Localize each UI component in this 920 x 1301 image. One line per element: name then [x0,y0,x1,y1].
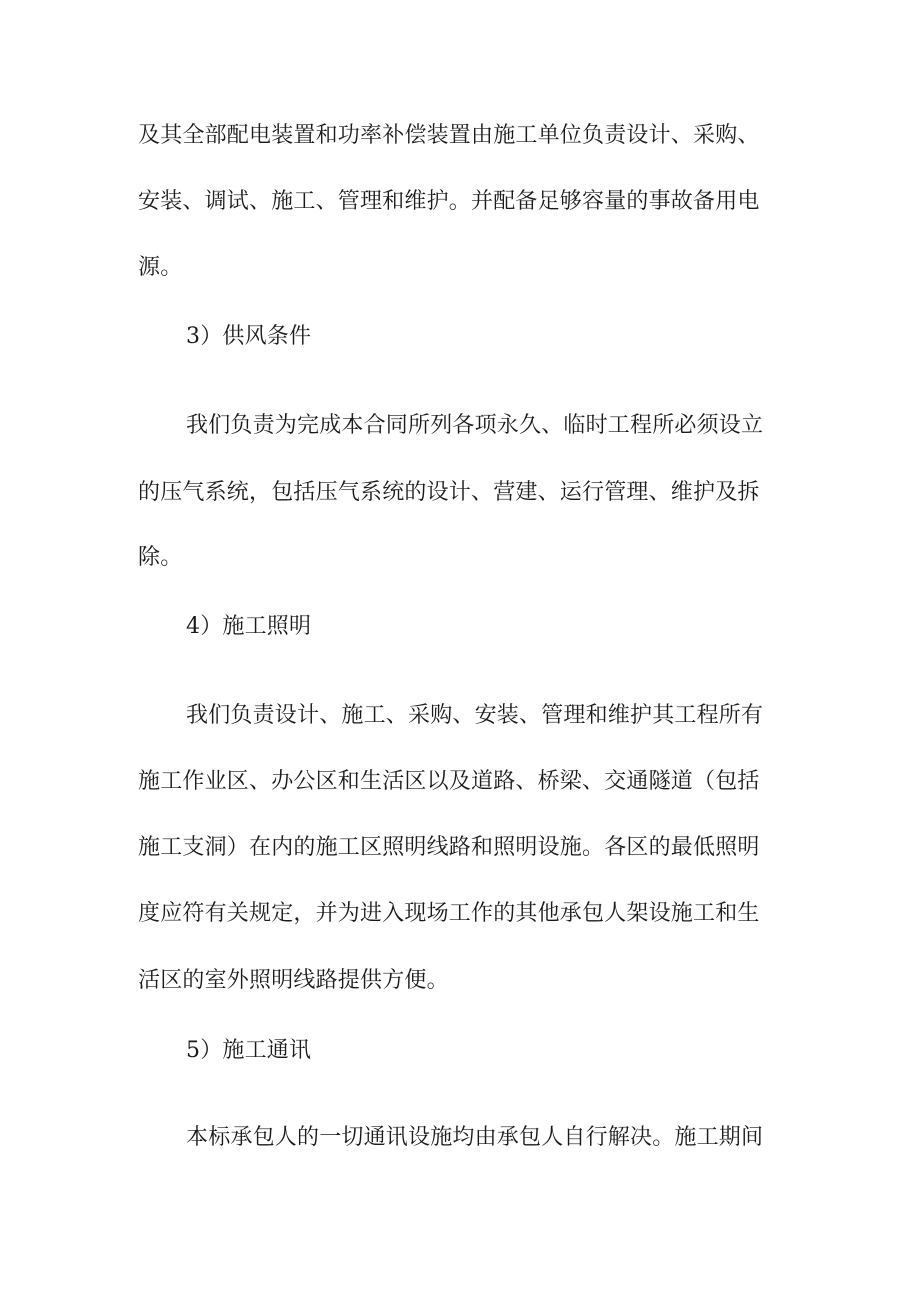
paragraph-line: 及其全部配电装置和功率补偿装置由施工单位负责设计、采购、 [138,123,760,148]
section-heading-3: 3）供风条件 [186,324,312,349]
paragraph-line: 安装、调试、施工、管理和维护。并配备足够容量的事故备用电 [138,189,760,214]
paragraph-line: 施工支洞）在内的施工区照明线路和照明设施。各区的最低照明 [138,835,760,860]
paragraph-line: 我们负责设计、施工、采购、安装、管理和维护其工程所有 [186,703,764,728]
paragraph-line: 度应符有关规定，并为进入现场工作的其他承包人架设施工和生 [138,901,760,926]
paragraph-line: 活区的室外照明线路提供方便。 [138,968,449,993]
section-heading-5: 5）施工通讯 [186,1038,312,1063]
paragraph-line: 的压气系统，包括压气系统的设计、营建、运行管理、维护及拆 [138,480,760,505]
paragraph-line: 源。 [138,255,183,280]
section-heading-4: 4）施工照明 [186,614,312,639]
paragraph-line: 施工作业区、办公区和生活区以及道路、桥梁、交通隧道（包括 [138,769,760,794]
paragraph-line: 除。 [138,545,183,570]
paragraph-line: 本标承包人的一切通讯设施均由承包人自行解决。施工期间 [186,1125,764,1150]
paragraph-line: 我们负责为完成本合同所列各项永久、临时工程所必须设立 [186,413,764,438]
